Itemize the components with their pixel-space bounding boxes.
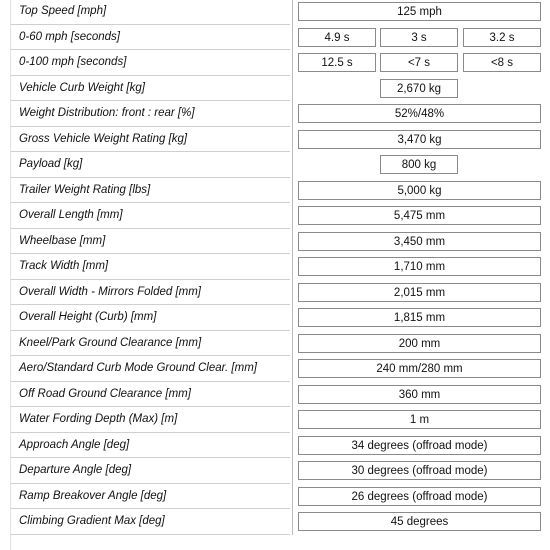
spec-label: Top Speed [mph] bbox=[19, 5, 107, 17]
spec-row-kneel-clearance bbox=[0, 331, 550, 357]
column-divider bbox=[292, 356, 293, 382]
column-divider bbox=[292, 331, 293, 357]
table-left-border bbox=[10, 0, 11, 550]
spec-value-tier-1: 4.9 s bbox=[298, 28, 376, 47]
spec-value: 2,015 mm bbox=[298, 283, 541, 302]
column-divider bbox=[292, 203, 293, 229]
spec-value-tier-3: 3.2 s bbox=[463, 28, 541, 47]
column-divider bbox=[292, 407, 293, 433]
spec-label: Departure Angle [deg] bbox=[19, 464, 132, 476]
spec-value: 30 degrees (offroad mode) bbox=[298, 461, 541, 480]
spec-value: 45 degrees bbox=[298, 512, 541, 531]
spec-label: Weight Distribution: front : rear [%] bbox=[19, 107, 195, 119]
spec-label: Wheelbase [mm] bbox=[19, 234, 106, 247]
spec-label: Water Fording Depth (Max) [m] bbox=[19, 413, 178, 425]
spec-label: Approach Angle [deg] bbox=[19, 438, 130, 451]
column-divider bbox=[292, 229, 293, 255]
column-divider bbox=[292, 50, 293, 76]
column-divider bbox=[292, 101, 293, 127]
column-divider bbox=[292, 280, 293, 306]
spec-label: Payload [kg] bbox=[19, 158, 83, 170]
spec-value-tier-2: <7 s bbox=[380, 53, 458, 72]
spec-label: Kneel/Park Ground Clearance [mm] bbox=[19, 336, 202, 349]
spec-row-overall-width bbox=[0, 280, 550, 306]
spec-value: 52%/48% bbox=[298, 104, 541, 123]
column-divider bbox=[292, 509, 293, 535]
column-divider bbox=[292, 254, 293, 280]
spec-row-0-60 bbox=[0, 25, 550, 51]
spec-label: 0-100 mph [seconds] bbox=[19, 56, 127, 68]
spec-row-weight-distribution bbox=[0, 101, 550, 127]
column-divider bbox=[292, 76, 293, 102]
spec-row-gvwr bbox=[0, 127, 550, 153]
spec-value-tier-1: 12.5 s bbox=[298, 53, 376, 72]
spec-label: Gross Vehicle Weight Rating [kg] bbox=[19, 132, 188, 145]
spec-row-approach-angle bbox=[0, 433, 550, 459]
spec-row-offroad-clearance bbox=[0, 382, 550, 408]
spec-label: Overall Width - Mirrors Folded [mm] bbox=[19, 285, 202, 298]
spec-row-track-width bbox=[0, 254, 550, 280]
spec-label: Trailer Weight Rating [lbs] bbox=[19, 183, 151, 196]
spec-row-top-speed bbox=[0, 0, 550, 25]
column-divider bbox=[292, 178, 293, 204]
spec-row-trailer-weight bbox=[0, 178, 550, 204]
spec-value: 34 degrees (offroad mode) bbox=[298, 436, 541, 455]
spec-label: Overall Height (Curb) [mm] bbox=[19, 311, 157, 323]
spec-value: 5,000 kg bbox=[298, 181, 541, 200]
column-divider bbox=[292, 152, 293, 178]
spec-label: Aero/Standard Curb Mode Ground Clear. [mm] bbox=[19, 362, 257, 374]
spec-label: Vehicle Curb Weight [kg] bbox=[19, 81, 145, 94]
spec-row-breakover-angle bbox=[0, 484, 550, 510]
spec-label: Track Width [mm] bbox=[19, 260, 109, 272]
spec-row-departure-angle bbox=[0, 458, 550, 484]
column-divider bbox=[292, 127, 293, 153]
column-divider bbox=[292, 458, 293, 484]
spec-value: 1 m bbox=[298, 410, 541, 429]
column-divider bbox=[292, 0, 293, 25]
spec-row-overall-length bbox=[0, 203, 550, 229]
spec-value: 800 kg bbox=[380, 155, 458, 174]
spec-value: 125 mph bbox=[298, 2, 541, 21]
spec-row-wheelbase bbox=[0, 229, 550, 255]
spec-value-tier-2: 3 s bbox=[380, 28, 458, 47]
spec-value: 360 mm bbox=[298, 385, 541, 404]
spec-row-overall-height bbox=[0, 305, 550, 331]
spec-row-aero-clearance bbox=[0, 356, 550, 382]
spec-value: 5,475 mm bbox=[298, 206, 541, 225]
spec-value: 3,470 kg bbox=[298, 130, 541, 149]
spec-row-0-100 bbox=[0, 50, 550, 76]
spec-label: Off Road Ground Clearance [mm] bbox=[19, 387, 191, 400]
column-divider bbox=[292, 484, 293, 510]
spec-value-tier-3: <8 s bbox=[463, 53, 541, 72]
column-divider bbox=[292, 433, 293, 459]
spec-value: 2,670 kg bbox=[380, 79, 458, 98]
spec-label: Climbing Gradient Max [deg] bbox=[19, 515, 165, 527]
spec-value: 1,815 mm bbox=[298, 308, 541, 327]
spec-label: Ramp Breakover Angle [deg] bbox=[19, 489, 167, 502]
column-divider bbox=[292, 305, 293, 331]
spec-value: 1,710 mm bbox=[298, 257, 541, 276]
spec-value: 3,450 mm bbox=[298, 232, 541, 251]
column-divider bbox=[292, 25, 293, 51]
spec-row-payload bbox=[0, 152, 550, 178]
spec-value: 200 mm bbox=[298, 334, 541, 353]
spec-value: 240 mm/280 mm bbox=[298, 359, 541, 378]
column-divider bbox=[292, 382, 293, 408]
spec-label: 0-60 mph [seconds] bbox=[19, 30, 121, 43]
spec-row-fording-depth bbox=[0, 407, 550, 433]
spec-row-curb-weight bbox=[0, 76, 550, 102]
spec-row-climbing-gradient bbox=[0, 509, 550, 535]
spec-value: 26 degrees (offroad mode) bbox=[298, 487, 541, 506]
spec-label: Overall Length [mm] bbox=[19, 209, 123, 221]
